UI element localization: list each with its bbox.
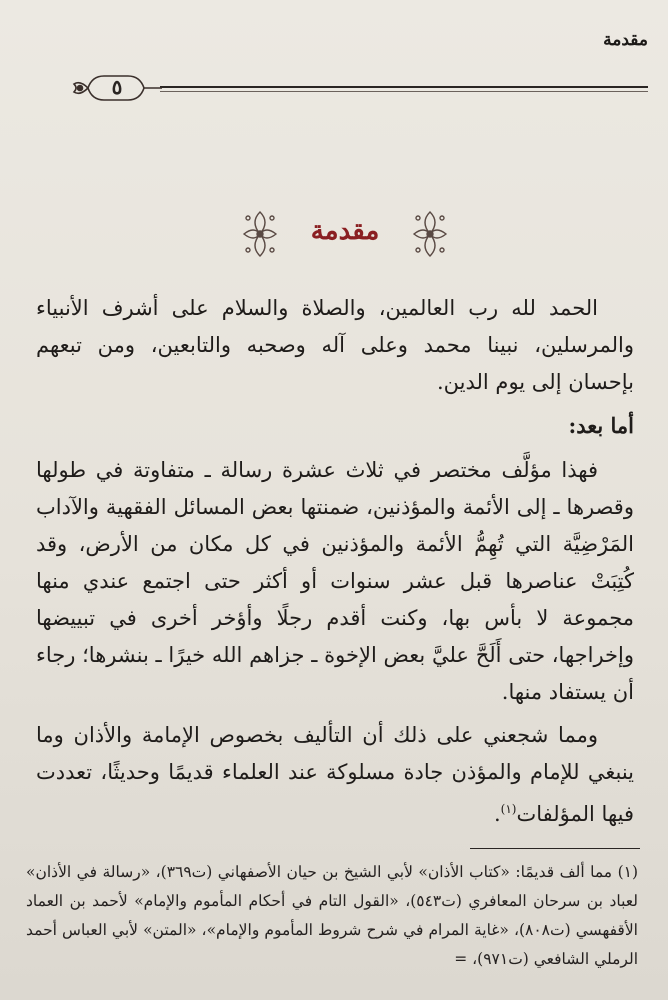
chapter-title: مقدمة bbox=[310, 216, 380, 246]
chapter-title-block bbox=[240, 208, 450, 260]
floral-ornament-right-icon bbox=[410, 208, 450, 260]
paragraph-heading-amma-baad: أما بعد: bbox=[568, 413, 634, 438]
footnotes bbox=[26, 858, 638, 974]
footnote-separator bbox=[470, 848, 640, 849]
floral-ornament-left-icon bbox=[240, 208, 280, 260]
paragraph-motivation bbox=[36, 717, 634, 833]
paragraph-purpose: فهذا مؤلَّف مختصر في ثلاث عشرة رسالة ـ متفاوتة في طولها وقصرها ـ إلى الأئمة والمؤذنين، ضمنتها بعض المسائل الفقهية والآداب المَرْضِيَّة التي تُهِمُّ الأئمة والمؤذنين في كل مكان من الأرض، وقد كُتِبَتْ عناصرها قبل عشر سنوات أو أكثر حتى اجتمع عندي منها مجموعة لا بأس بها، وكنت أقدم رجلًا وأؤخر أخرى في تبييضها وإخراجها، حتى أَلَحَّ عليَّ بعض الإخوة ـ جزاهم الله خيرًا ـ بنشرها؛ رجاء أن يستفاد منها. bbox=[36, 458, 634, 704]
footnote-reference[interactable]: (١) bbox=[500, 802, 517, 816]
main-text bbox=[36, 290, 634, 839]
footnote-1: (١) مما ألف قديمًا: «كتاب الأذان» لأبي الشيخ بن حيان الأصفهاني (ت٣٦٩)، «رسالة في الأذان» لعباد بن سرحان المعافري (ت٥٤٣)، «القول التام في أحكام المأموم والإمام» لأحمد بن العماد الأقفهسي (ت٨٠٨)، «غاية المرام في شرح شروط المأموم والإمام»، «المتن» لأبي العباس أحمد الرملي الشافعي (ت٩٧١)، = bbox=[26, 863, 639, 968]
page-number: ٥ bbox=[111, 75, 123, 99]
header-rule bbox=[160, 86, 648, 88]
paragraph-opening: الحمد لله رب العالمين، والصلاة والسلام على أشرف الأنبياء والمرسلين، نبينا محمد وعلى آله وصحبه والتابعين، ومن تبعهم بإحسان إلى يوم الدين. bbox=[36, 296, 634, 394]
running-head-title: مقدمة bbox=[603, 30, 648, 50]
paragraph-motivation-text: ومما شجعني على ذلك أن التأليف بخصوص الإمامة والأذان وما ينبغي للإمام والمؤذن جادة مسلوكة عند العلماء قديمًا وحديثًا، تعددت فيها المؤلفات bbox=[36, 723, 634, 826]
header-rule-thin bbox=[160, 91, 648, 92]
paragraph-motivation-end: . bbox=[493, 802, 501, 826]
